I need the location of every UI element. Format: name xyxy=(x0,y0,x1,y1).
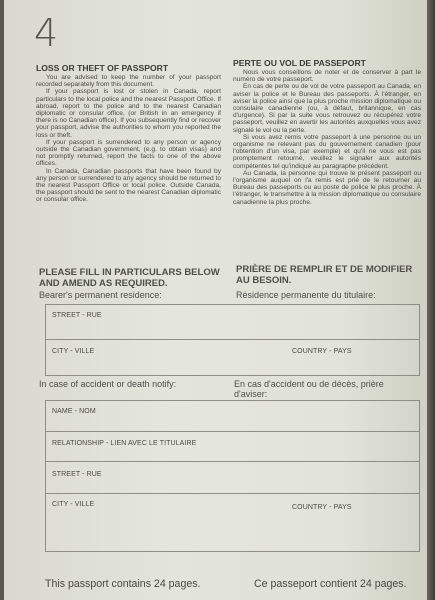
contact-relationship-field[interactable] xyxy=(46,432,419,462)
country-label: COUNTRY - PAYS xyxy=(292,348,352,355)
paragraph-fr-4: Au Canada, la personne qui trouve le présent passeport ou l'organisme auquel on l'a remis est prié de le retourner au Bureau des passeports ou au poste de police le plus proche. À l'étranger, le transmettre à la mission diplomatique ou consulaire canadienne la plus proche. xyxy=(233,169,421,206)
residence-form xyxy=(45,304,420,376)
paragraph-en-1: You are advised to keep the number of your passport recorded separately from this document. xyxy=(36,74,221,89)
page-number: 4 xyxy=(34,11,59,55)
contact-name-field[interactable] xyxy=(46,401,419,432)
paragraph-fr-3: Si vous avez remis votre passeport à une personne ou un organisme ne relevant pas du gouvernement canadien (pour l'obtention d'un visa, par exemple) et qu'il ne vous est pas promptement retourné, veuillez le signaler aux autorités compétentes tel qu'indiqué au paragraphe précédent. xyxy=(233,133,421,170)
page-edge-shadow xyxy=(427,0,435,600)
residence-street-field[interactable] xyxy=(46,305,419,340)
paragraph-en-3: If your passport is surrendered to any person or agency outside the Canadian government, (e.g. to obtain visas) and not promptly returned, report the facts to one of the above offices. xyxy=(36,138,221,168)
page-count-fr: Ce passeport contient 24 pages. xyxy=(254,578,407,590)
accident-notify-label-fr: En cas d'accident ou de décès, prière d'aviser: xyxy=(234,379,384,399)
street-label: STREET - RUE xyxy=(52,312,102,319)
french-column xyxy=(233,59,421,206)
city-label: CITY - VILLE xyxy=(52,348,95,355)
english-column xyxy=(36,64,221,204)
page-count-en: This passport contains 24 pages. xyxy=(45,578,201,590)
contact-street-field[interactable] xyxy=(46,462,419,494)
contact-street-label: STREET - RUE xyxy=(52,471,102,478)
paragraph-fr-2: En cas de perte ou de vol de votre passeport au Canada, en aviser la police et le Bureau des passeports. À l'étranger, en aviser la police ainsi que la plus proche mission diplomatique ou consulaire canadienne (ou, à défaut, britannique, en cas d'urgence). Si par la suite vous retrouvez ou récupérez votre passeport, veuillez en avertir les autorités auxquelles vous avez signalé le vol ou la perte. xyxy=(233,83,421,134)
paragraph-fr-1: Nous vous conseillons de noter et de conserver à part le numéro de votre passeport. xyxy=(233,69,421,84)
paragraph-en-2: If your passport is lost or stolen in Canada, report particulars to the local police and the nearest Passport Office. If abroad, report to the police and to the nearest Canadian diplomatic or consular office, (or British in an emergency if there is no Canadian office). If you subsequently find or recover your passport, advise the authorities to whom you reported the loss or theft. xyxy=(36,88,221,139)
loss-theft-heading-en: LOSS OR THEFT OF PASSPORT xyxy=(36,63,169,73)
accident-notify-label-en: In case of accident or death notify: xyxy=(39,379,177,389)
fill-in-title-fr: PRIÈRE DE REMPLIR ET DE MODIFIER AU BESOIN. xyxy=(236,264,413,286)
fill-in-title-en: PLEASE FILL IN PARTICULARS BELOW AND AMEND AS REQUIRED. xyxy=(39,267,220,289)
contact-city-country-field[interactable] xyxy=(46,494,419,552)
relationship-label: RELATIONSHIP - LIEN AVEC LE TITULAIRE xyxy=(52,440,197,447)
bearer-residence-label-en: Bearer's permanent residence: xyxy=(39,290,162,300)
contact-country-label: COUNTRY - PAYS xyxy=(292,504,352,511)
bearer-residence-label-fr: Résidence permanente du titulaire: xyxy=(236,290,376,300)
loss-theft-heading-fr: PERTE OU VOL DE PASSEPORT xyxy=(233,58,366,68)
passport-page xyxy=(4,0,427,600)
paragraph-en-4: In Canada, Canadian passports that have been found by any person or surrendered to any agency should be returned to the nearest Passport Office or local police. Outside Canada, the passport should be sent to the nearest Canadian diplomatic or consular office. xyxy=(36,167,221,204)
residence-city-country-field[interactable] xyxy=(46,340,419,375)
emergency-contact-form xyxy=(45,400,420,552)
contact-city-label: CITY - VILLE xyxy=(52,501,95,508)
name-label: NAME - NOM xyxy=(52,408,96,415)
